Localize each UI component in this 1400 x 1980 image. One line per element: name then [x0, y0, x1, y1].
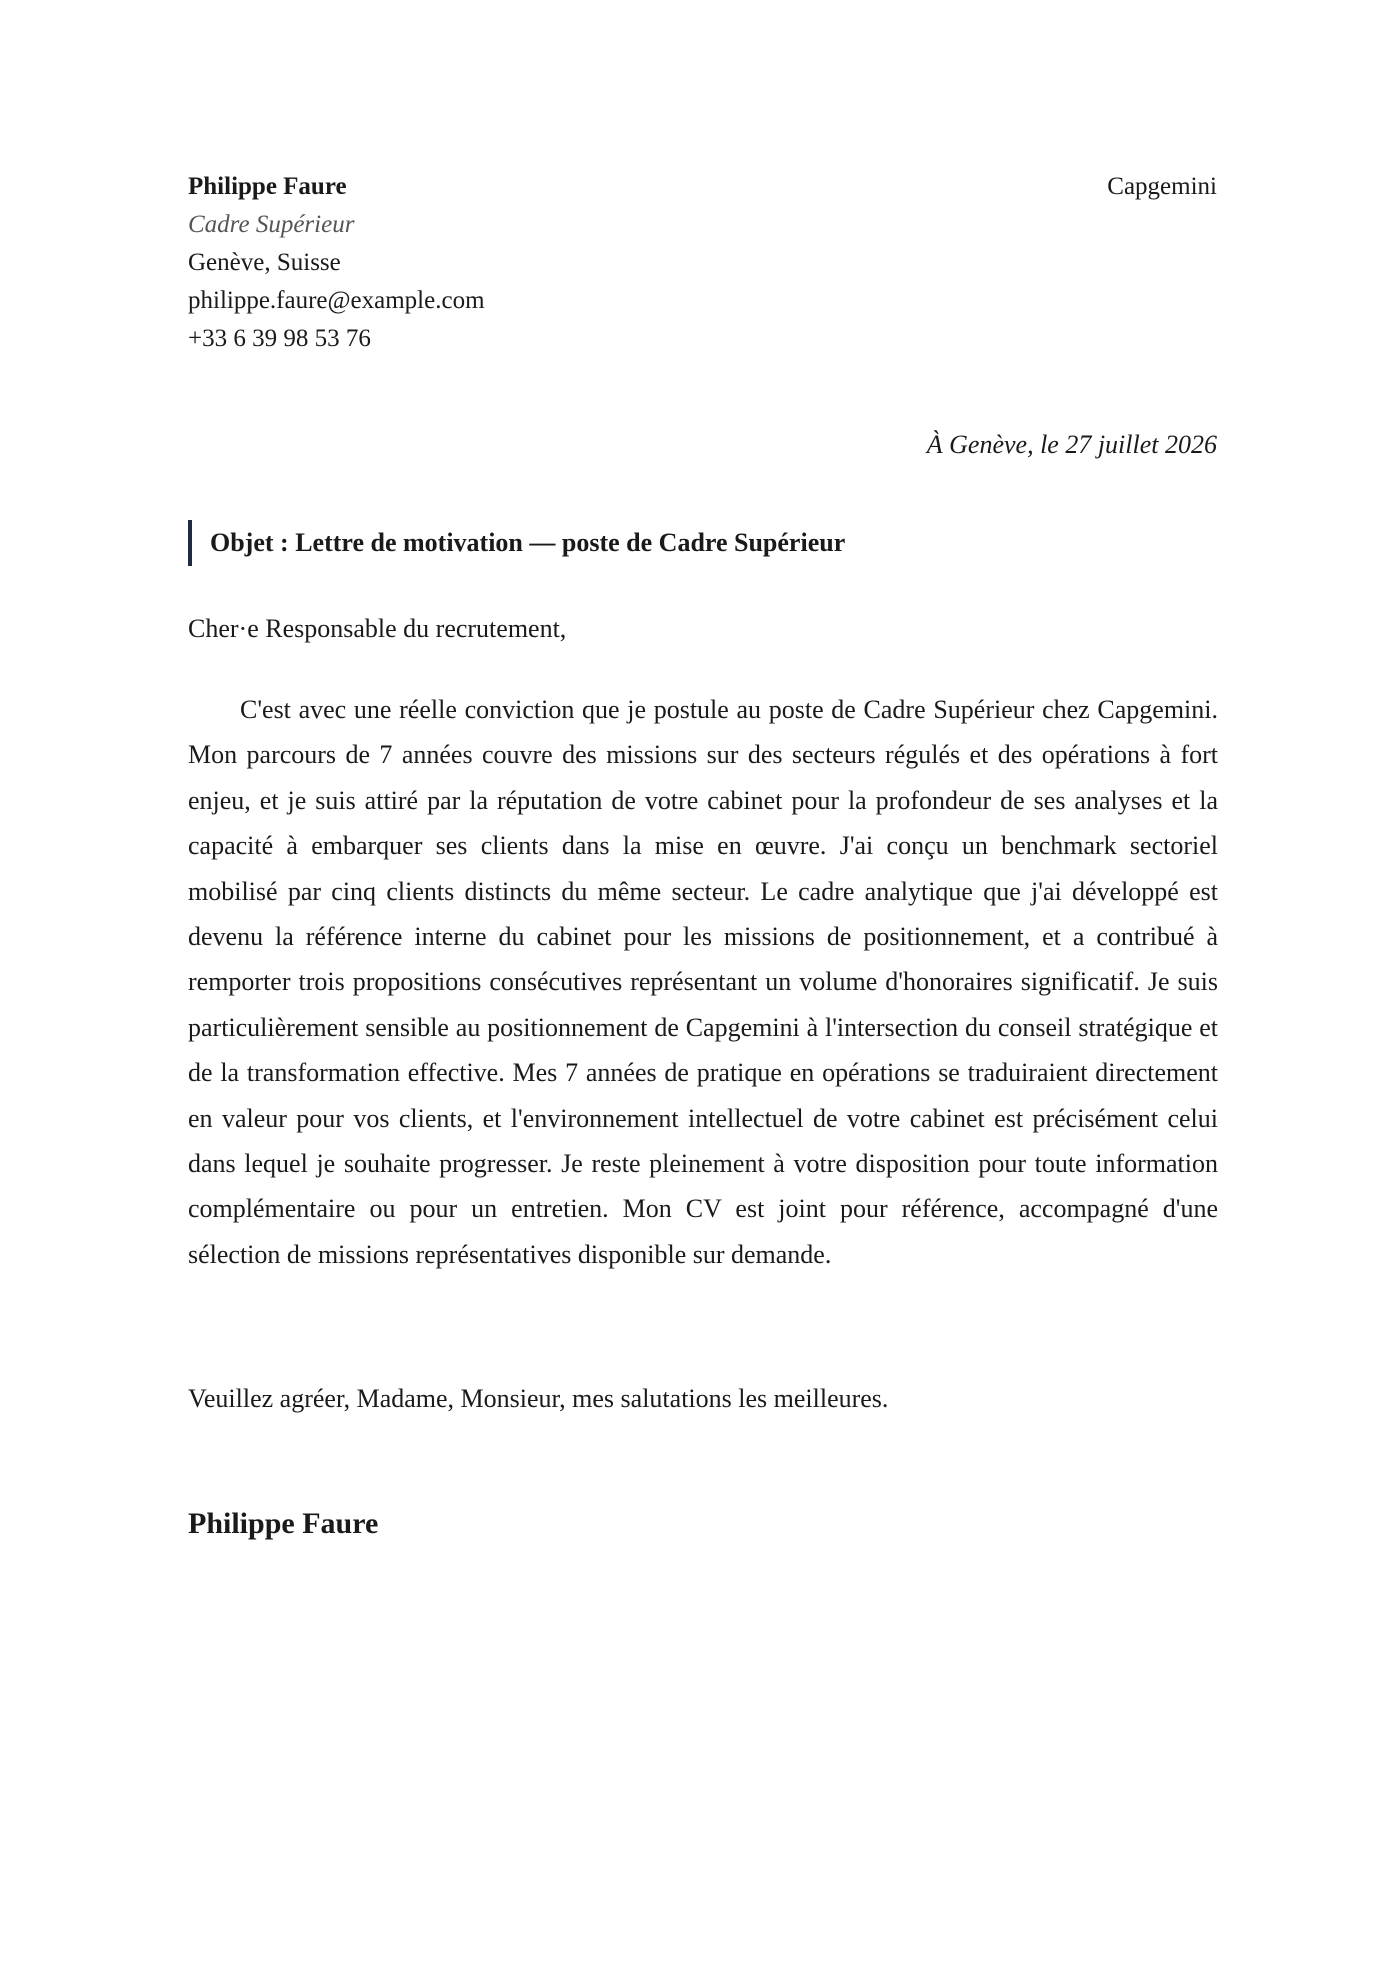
- sender-email: philippe.faure@example.com: [188, 287, 485, 314]
- date-line: À Genève, le 27 juillet 2026: [926, 430, 1217, 459]
- sender-phone: +33 6 39 98 53 76: [188, 325, 371, 352]
- letter-body: C'est avec une réelle conviction que je postule au poste de Cadre Supérieur chez Capgemini. Mon parcours de 7 années couvre des missions sur des secteurs régulés et des opérations à fort enjeu, et je suis attiré par la réputation de votre cabinet pour la profondeur de ses analyses et la capacité à embarquer ses clients dans la mise en œuvre. J'ai conçu un benchmark sectoriel mobilisé par cinq clients distincts du même secteur. Le cadre analytique que j'ai développé est devenu la référence interne du cabinet pour les missions de positionnement, et a contribué à remporter trois propositions consécutives représentant un volume d'honoraires significatif. Je suis particulièrement sensible au positionnement de Capgemini à l'intersection du conseil stratégique et de la transformation effective. Mes 7 années de pratique en opérations se traduiraient directement en valeur pour vos clients, et l'environnement intellectuel de votre cabinet est précisément celui dans lequel je souhaite progresser. Je reste pleinement à votre disposition pour toute information complémentaire ou pour un entretien. Mon CV est joint pour référence, accompagné d'une sélection de missions représentatives disponible sur demande.: [188, 695, 1218, 1269]
- closing-formula: Veuillez agréer, Madame, Monsieur, mes salutations les meilleures.: [188, 1384, 889, 1413]
- recipient-company: Capgemini: [1107, 173, 1217, 200]
- sender-name: Philippe Faure: [188, 173, 347, 200]
- signature: Philippe Faure: [188, 1507, 379, 1540]
- recipient-block: [1107, 168, 1217, 206]
- salutation: Cher·e Responsable du recrutement,: [188, 614, 567, 643]
- subject-line: Objet : Lettre de motivation — poste de Cadre Supérieur: [188, 520, 845, 566]
- sender-location: Genève, Suisse: [188, 249, 341, 276]
- sender-title: Cadre Supérieur: [188, 211, 355, 238]
- sender-block: [188, 168, 485, 358]
